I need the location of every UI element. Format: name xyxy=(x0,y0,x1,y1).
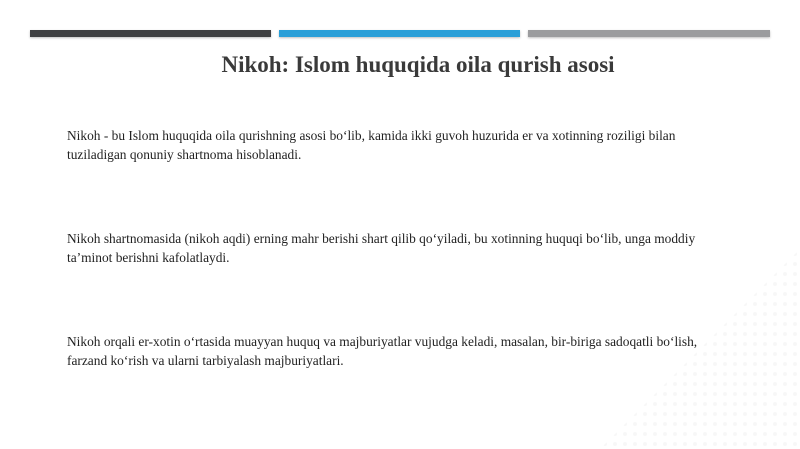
header-bar-dark xyxy=(30,30,271,37)
header-bar-gray xyxy=(528,30,770,37)
paragraph-1: Nikoh - bu Islom huquqida oila qurishning asosi bo‘lib, kamida ikki guvoh huzurida er va xotinning roziligi bilan tuziladigan qonuniy shartnoma hisoblanadi. xyxy=(67,128,676,162)
paragraph-3: Nikoh orqali er-xotin o‘rtasida muayyan huquq va majburiyatlar vujudga keladi, masalan, bir-biriga sadoqatli bo‘lish, farzand ko‘rish va ularni tarbiyalash majburiyatlari. xyxy=(67,334,698,368)
paragraph-2: Nikoh shartnomasida (nikoh aqdi) erning mahr berishi shart qilib qo‘yiladi, bu xotinning huquqi bo‘lib, unga moddiy ta’minot berishni kafolatlaydi. xyxy=(67,231,696,265)
slide-title: Nikoh: Islom huquqida oila qurish asosi xyxy=(221,52,615,77)
header-bar-blue xyxy=(279,30,520,37)
